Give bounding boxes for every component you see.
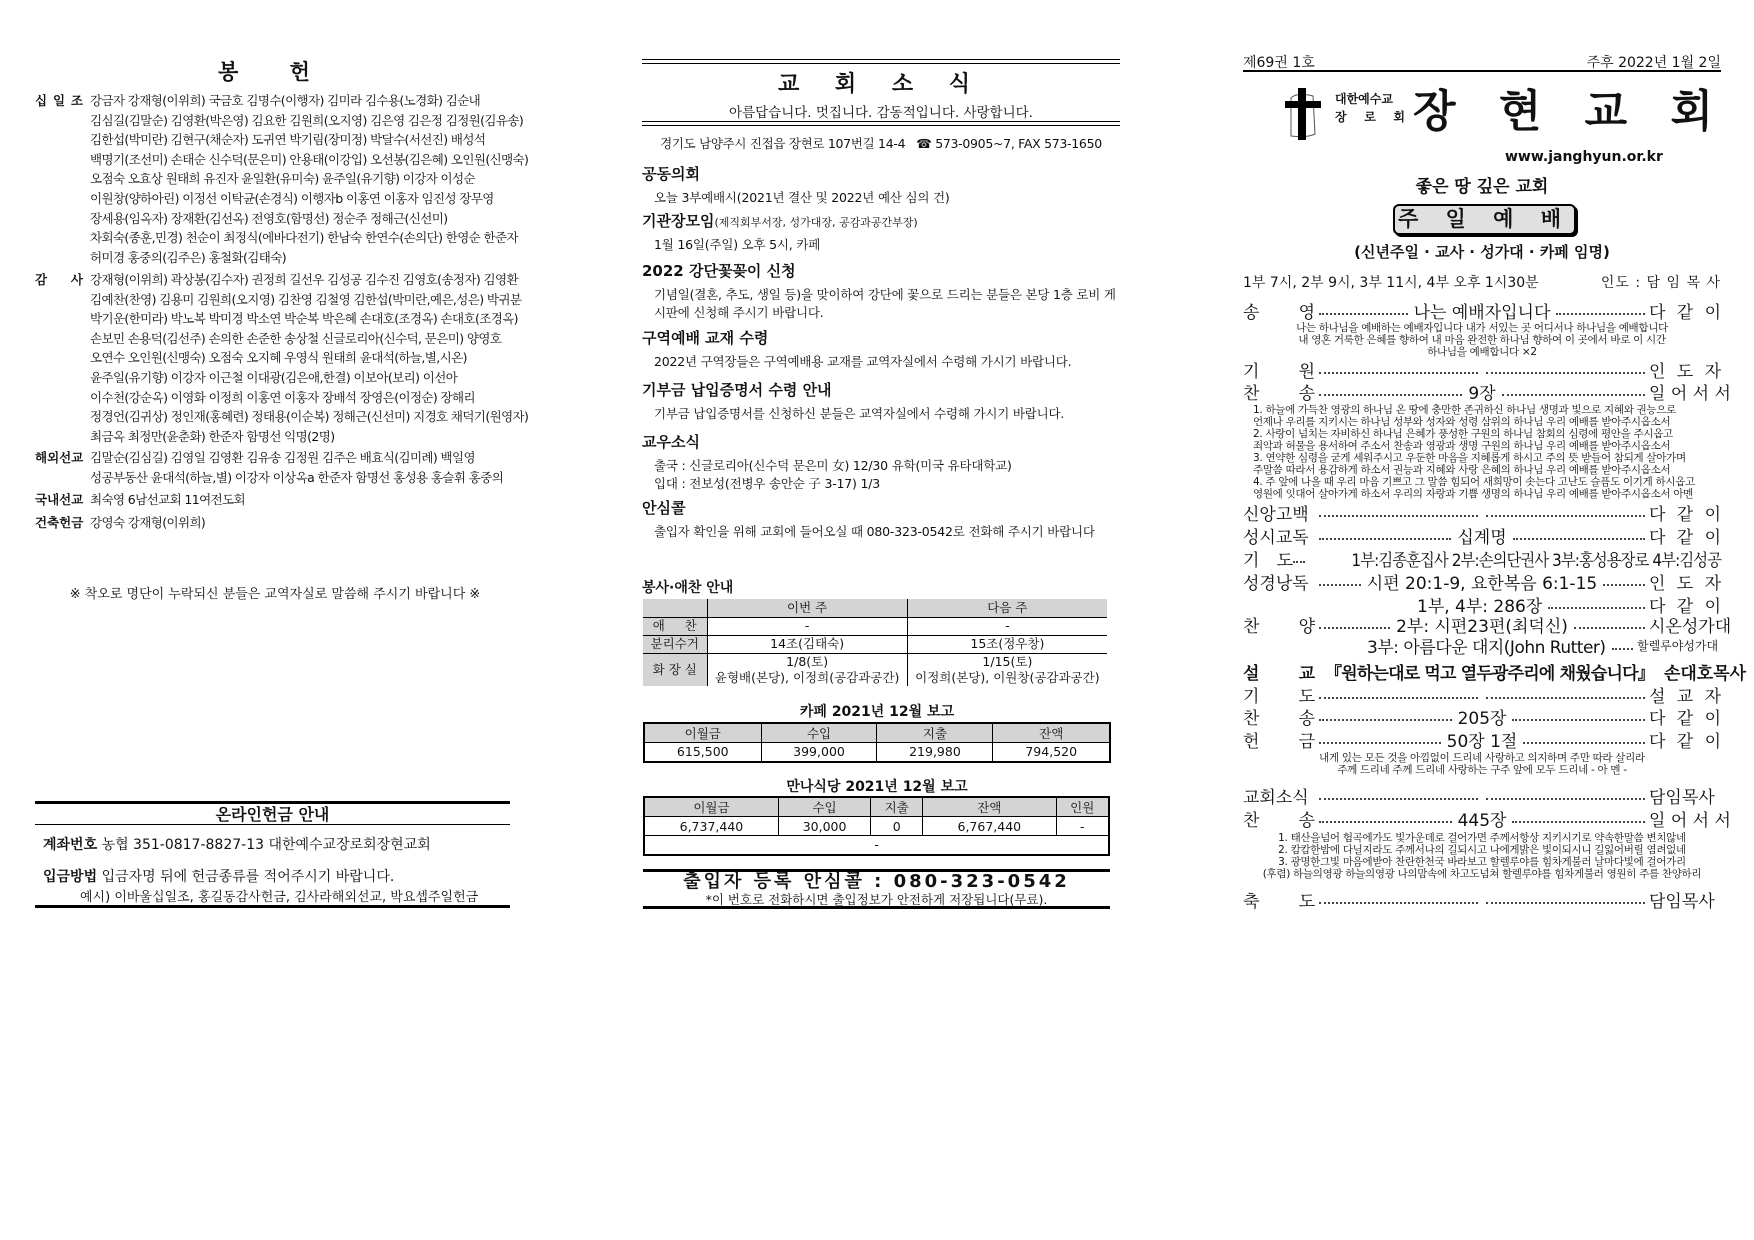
- news-item: [642, 431, 1120, 493]
- service-title: 봉사·애찬 안내: [642, 580, 734, 596]
- news-item: [642, 497, 1120, 541]
- news-heading: [642, 260, 1120, 281]
- dotted-leader: [1502, 394, 1645, 396]
- church-logo: [1283, 86, 1727, 142]
- offering-name-line: 박기운(한미라) 박노복 박미경 박소연 박순복 박은혜 손대호(조경옥) 손대호(조경옥): [90, 311, 518, 327]
- order-item-hymn3: [1243, 807, 1731, 831]
- denomination-line: 대한예수교: [1335, 92, 1393, 106]
- method-label: 입금방법: [43, 869, 98, 885]
- dotted-leader: [1319, 742, 1441, 744]
- lyrics: [1243, 404, 1721, 500]
- order-label: 교회소식: [1243, 787, 1309, 808]
- offering-name-line: 이원창(양하아린) 이정선 이탁균(손경식) 이행자b 이홍연 이홍자 임진성 장무영: [90, 190, 494, 206]
- worship-subtitle: (신년주일 · 교사 · 성가대 · 카페 임명): [1354, 243, 1610, 261]
- news-heading-note: (제직회부서장, 성가대장, 공감과공간부장): [714, 216, 918, 229]
- lyrics-line: 나는 하나님을 예배하는 예배자입니다 내가 서있는 곳 어디서나 하나님을 예배합니다: [1296, 322, 1668, 334]
- dotted-leader: [1319, 697, 1478, 699]
- order-label: 성경낭독: [1243, 573, 1309, 594]
- lyrics-line: 1. 태산을넘어 험곡에가도 빛가운데로 걸어가면 주께서항상 지키시기로 약속한말씀 변치않네: [1278, 832, 1686, 844]
- header-cell: 수입: [778, 797, 870, 817]
- news-heading: [642, 431, 1120, 452]
- header-cell: 수입: [761, 723, 877, 743]
- news-heading-text: 교우소식: [642, 433, 700, 451]
- dotted-leader: [1319, 538, 1451, 540]
- order-performer: 할렐루야성가대: [1637, 638, 1719, 653]
- header-cell: 이번 주: [707, 599, 907, 617]
- order-performer: 다 같 이: [1649, 504, 1721, 525]
- dotted-leader: [1486, 372, 1645, 374]
- order-label: 기 도: [1243, 686, 1315, 707]
- offering-title: 봉 헌: [218, 60, 332, 84]
- offering-name-line: 차회숙(종훈,민경) 천순이 최정식(에바다전기) 한남숙 한연수(손의단) 한영순 한준자: [90, 230, 518, 246]
- offering-names: [90, 513, 520, 533]
- order-item-hymn1: [1243, 380, 1731, 404]
- divider: [642, 121, 1120, 126]
- news-body: 1월 16일(주일) 오후 5시, 카페: [654, 237, 821, 252]
- news-item: [642, 327, 1120, 371]
- offering-name-line: 강재형(이위희) 곽상봉(김수자) 권정희 길선우 김성공 김수진 김영호(송정자) 김영환: [90, 272, 518, 287]
- dotted-leader: [1512, 719, 1645, 721]
- order-item-offering: [1243, 728, 1721, 750]
- denomination: [1335, 90, 1405, 126]
- header-cell: 이월금: [644, 797, 778, 817]
- header-cell: 이월금: [644, 723, 761, 743]
- order-content: 1부, 4부: 286장: [1417, 596, 1543, 617]
- header-cell: 잔액: [993, 723, 1110, 743]
- header-cell: 지출: [877, 723, 993, 743]
- dotted-leader: [1486, 515, 1645, 517]
- lyrics-line: 3. 광명한그빛 마음에받아 찬란한천국 바라보고 할렐루야를 힘차게불러 날마다빛에 걸어가리: [1278, 856, 1686, 868]
- lyrics: [1243, 752, 1721, 776]
- cafe-title: 카페 2021년 12월 보고: [799, 704, 955, 720]
- dotted-leader: [1603, 584, 1645, 586]
- lyrics-line: 1. 하늘에 가득찬 영광의 하나님 온 땅에 충만한 존귀하신 하나님 생명과 빛으로 지혜와 권능으로: [1253, 404, 1676, 416]
- bulletin-header: [1243, 52, 1721, 72]
- order-item-announce: [1243, 784, 1721, 806]
- news-body: 기념일(결혼, 추도, 생일 등)을 맞이하여 강단에 꽃으로 드리는 분들은 본당 1층 로비 게시판에 신청해 주시기 바랍니다.: [654, 287, 1116, 320]
- lyrics-line: 4. 주 앞에 나올 때 우리 마음 기쁘고 그 말씀 힘되어 새희망이 솟는다 고난도 슬픔도 이기게 하시옵고: [1253, 476, 1695, 488]
- news-heading-text: 기관장모임: [642, 212, 715, 230]
- offering-name-line: 정경언(김귀상) 정인재(홍혜련) 정태용(이순복) 정해근(신선미) 지경호 채덕기(원영자): [90, 409, 529, 425]
- lyrics-line: 내 영혼 거룩한 은혜를 향하여 내 마음 완전한 하나님 향하여 이 곳에서 바로 이 시간: [1298, 334, 1666, 346]
- online-offering-title: 온라인헌금 안내: [35, 804, 510, 825]
- dotted-leader: [1574, 627, 1645, 629]
- anshim-call-banner: [643, 869, 1110, 909]
- order-content: 50장 1절: [1446, 731, 1518, 752]
- news-item: [642, 260, 1120, 322]
- row-label: 화 장 실: [643, 653, 707, 686]
- order-label: 송 영: [1243, 302, 1315, 323]
- account-row: [43, 834, 431, 854]
- service-table: [643, 599, 1107, 686]
- cell: 6,767,440: [923, 817, 1056, 836]
- offering-name-line: 최금옥 최정만(윤춘화) 한준자 함명선 익명(2명): [90, 428, 335, 444]
- order-label: 찬 양: [1243, 616, 1315, 637]
- offering-name-line: 성공부동산 윤대석(하늘,별) 이강자 이상옥a 한준자 함명선 홍성용 홍슬휘 홍중의: [90, 469, 504, 485]
- offering-category-label: 국내선교: [35, 492, 84, 507]
- anshim-call-title: 출입자 등록 안심콜 : 080-323-0542: [683, 871, 1070, 892]
- offering-name-line: 최숙영 6남선교회 11여전도회: [90, 492, 246, 507]
- order-label: 찬 송: [1243, 810, 1315, 831]
- header-cell: 지출: [871, 797, 923, 817]
- header-cell: 인원: [1056, 797, 1109, 817]
- cell: [707, 653, 907, 686]
- lyrics-line: 주말씀 따라서 용감하게 하소서 권능과 지혜와 사랑 은혜의 하나님 우리 예배를 받아주시옵소서: [1253, 464, 1671, 476]
- order-content: 나는 예배자입니다: [1413, 302, 1551, 323]
- dotted-leader: [1513, 538, 1645, 540]
- order-label: 신앙고백: [1243, 504, 1309, 525]
- lyrics-line: 하나님을 예배합니다 ×2: [1427, 346, 1537, 358]
- news-heading-text: 안심콜: [642, 499, 686, 517]
- church-address: [627, 134, 1135, 152]
- offering-name-line: 김심길(김말순) 김영환(박은영) 김요한 김원희(오지영) 김은영 김은정 김정원(김유송): [90, 112, 524, 128]
- order-content: 2부: 시편23편(최덕신): [1396, 616, 1568, 637]
- dotted-leader: [1319, 719, 1452, 721]
- table-row: [644, 817, 1109, 836]
- news-body: 오늘 3부예배시(2021년 결산 및 2022년 예산 심의 건): [654, 190, 950, 205]
- table-row: [643, 617, 1107, 635]
- dotted-leader: [1548, 607, 1645, 609]
- online-offering-box: [35, 801, 510, 908]
- cell-date: 1/8(토): [786, 653, 829, 669]
- order-content: 1부:김종훈집사 2부:손의단권사 3부:홍성용장로 4부:김성공: [1351, 550, 1721, 571]
- cafe-table: [643, 722, 1111, 763]
- dotted-leader: [1319, 798, 1478, 800]
- order-item-hymn2: [1243, 705, 1721, 727]
- news-heading-text: 공동의회: [642, 165, 700, 183]
- order-label: 기 도: [1243, 550, 1293, 571]
- dotted-leader: [1319, 821, 1452, 823]
- offering-name-line: 김한섭(박미란) 김현구(채순자) 도귀연 박기림(장미정) 박달수(서선진) 배성석: [90, 132, 486, 148]
- table-row: [643, 653, 1107, 686]
- order-performer: 다 같 이: [1649, 708, 1721, 729]
- offering-name-line: 손보민 손용덕(김선주) 손의한 손준한 송상철 신글로리아(신수덕, 문은미) 양영호: [90, 330, 502, 346]
- cell: -: [707, 617, 907, 635]
- offering-names: [90, 270, 529, 446]
- leader-text: 인도 : 담 임 목 사: [1600, 275, 1721, 291]
- order-label: 축 도: [1243, 891, 1315, 912]
- lyrics-line: 주께 드리네 주께 드리네 사랑하는 구주 앞에 모두 드리네 - 아 멘 -: [1337, 764, 1627, 776]
- order-content: 『원하는대로 먹고 열두광주리에 채웠습니다』: [1325, 663, 1654, 684]
- order-performer: 시온성가대: [1649, 616, 1732, 637]
- order-performer: 인 도 자: [1649, 361, 1721, 382]
- anshim-call-sub: *이 번호로 전화하시면 출입정보가 안전하게 저장됩니다(무료).: [705, 892, 1048, 907]
- news-motto: 아름답습니다. 멋집니다. 감동적입니다. 사랑합니다.: [729, 105, 1033, 121]
- order-item-invocation: [1243, 358, 1721, 380]
- offering-category-label: 건축헌금: [35, 515, 84, 530]
- order-label: 기 원: [1243, 361, 1315, 382]
- order-content: 205장: [1457, 708, 1507, 729]
- offering-name-line: 오연수 오인원(신맹숙) 오점숙 오지혜 우영식 원태희 윤대석(하늘,별,시온): [90, 350, 467, 366]
- news-heading: [642, 327, 1120, 348]
- lyrics-line: 2. 캄캄한밤에 다닐지라도 주께서나의 길되시고 나에게밝은 빛이되시니 길잃어버릴 염려없네: [1278, 844, 1686, 856]
- offering-category-label: 감 사: [35, 272, 83, 287]
- dotted-leader: [1319, 584, 1361, 586]
- order-label: 설 교: [1243, 663, 1315, 684]
- dotted-leader: [1612, 648, 1633, 650]
- lyrics-line: 언제나 우리를 지키시는 하나님 성부와 성자와 성령 삼위의 하나님 우리 예배를 받아주시옵소서: [1253, 416, 1671, 428]
- omission-note: ※ 착오로 명단이 누락되신 분들은 교역자실로 말씀해 주시기 바랍니다 ※: [69, 587, 481, 602]
- news-item: [642, 163, 1120, 207]
- news-body: 2022년 구역장들은 구역예배용 교재를 교역자실에서 수령해 가시기 바랍니다.: [654, 354, 1072, 369]
- dotted-leader: [1319, 902, 1478, 904]
- row-label: 분리수거: [643, 635, 707, 653]
- order-content: 445장: [1457, 810, 1507, 831]
- dotted-leader: [1486, 902, 1645, 904]
- news-heading: [642, 163, 1120, 184]
- lyrics-line: 3. 연약한 심령을 굳게 세워주시고 우둔한 마음을 지혜롭게 하시고 주의 뜻 받들어 참되게 살아가며: [1253, 452, 1686, 464]
- offering-name-line: 김말순(김심길) 김영일 김영환 김유송 김정원 김주은 배효식(김미례) 백일영: [90, 450, 475, 465]
- cell: 30,000: [778, 817, 870, 836]
- offering-name-line: 강금자 강재형(이위희) 국금호 김명수(이행자) 김미라 김수용(노경화) 김순내: [90, 93, 481, 108]
- lyrics-line: 내게 있는 모든 것을 아낌없이 드리네 사랑하고 의지하며 주만 따라 살리라: [1319, 752, 1645, 764]
- offering-name-line: 허미경 홍중의(김주은) 홍철화(김태숙): [90, 249, 286, 265]
- dotted-leader: [1512, 821, 1645, 823]
- order-performer: 다 같 이: [1649, 596, 1721, 617]
- dotted-leader: [1486, 697, 1645, 699]
- cell: 6,737,440: [644, 817, 778, 836]
- order-label: 찬 송: [1243, 383, 1315, 404]
- order-item-prayer2: [1243, 683, 1721, 705]
- offering-names: [90, 448, 520, 487]
- denomination-line: 장 로 회: [1335, 110, 1405, 124]
- cell: 615,500: [644, 743, 761, 762]
- dotted-leader: [1523, 742, 1645, 744]
- offering-name-line: 백명기(조선미) 손태순 신수덕(문은미) 안용태(이강입) 오선봉(김은혜) 오인원(신맹숙): [90, 151, 529, 167]
- order-performer: 일 어 서 서: [1649, 810, 1731, 831]
- order-performer: 손대호목사: [1663, 663, 1747, 684]
- cell: -: [1056, 817, 1109, 836]
- order-performer: 다 같 이: [1649, 302, 1721, 323]
- cell-names: 이정희(본당), 이원창(공감과공간): [915, 669, 1100, 685]
- service-times: [1243, 272, 1721, 292]
- header-cell: 잔액: [923, 797, 1056, 817]
- offering-category-label: 해외선교: [35, 450, 84, 465]
- offering-name-line: 이수천(강순옥) 이영화 이정희 이홍연 이홍자 장배석 장영은(이정순) 장해리: [90, 389, 475, 405]
- cell: 399,000: [761, 743, 877, 762]
- header-cell: [643, 599, 707, 617]
- news-item: [642, 379, 1120, 423]
- cell: 15조(정우창): [907, 635, 1107, 653]
- cell: 794,520: [993, 743, 1110, 762]
- order-content: 3부: 아름다운 대지(John Rutter): [1367, 637, 1606, 658]
- order-item-creed: [1243, 501, 1721, 523]
- divider: [642, 59, 1120, 64]
- dotted-leader: [1319, 372, 1478, 374]
- church-url[interactable]: www.janghyun.or.kr: [1505, 149, 1663, 165]
- order-performer: 설 교 자: [1649, 686, 1721, 707]
- order-item-responsive: [1243, 524, 1721, 546]
- cell: 14조(김태숙): [707, 635, 907, 653]
- offering-name-line: 김예찬(찬영) 김용미 김원희(오지영) 김찬영 김철영 김한섭(박미란,예은,성은) 박귀분: [90, 291, 522, 307]
- bulletin-date: 주후 2022년 1월 2일: [1586, 55, 1721, 71]
- order-performer: 담임목사: [1649, 787, 1715, 808]
- offering-names: [90, 490, 520, 510]
- issue-number: 제69권 1호: [1243, 55, 1315, 71]
- order-content: 시편 20:1-9, 요한복음 6:1-15: [1366, 573, 1598, 594]
- order-performer: 담임목사: [1649, 891, 1715, 912]
- lyrics: [1243, 322, 1721, 358]
- order-content: 9장: [1468, 383, 1496, 404]
- order-item-sermon: [1243, 660, 1747, 684]
- worship-title: 주 일 예 배: [1393, 204, 1576, 235]
- news-heading: [642, 497, 1120, 518]
- cross-scroll-icon: [1283, 86, 1323, 142]
- order-item-benediction: [1243, 888, 1721, 910]
- offering-name-line: 장세용(임옥자) 장재환(김선옥) 전영호(함명선) 정순주 정해근(신선미): [90, 210, 448, 226]
- table-row: [643, 635, 1107, 653]
- offering-name-line: 강영숙 강재형(이위희): [90, 515, 206, 530]
- cell: 0: [871, 817, 923, 836]
- order-item-scripture: [1243, 570, 1721, 592]
- order-performer: 다 같 이: [1649, 527, 1721, 548]
- method-example: 예시) 이바울십일조, 홍길동감사헌금, 김사라해외선교, 박요셉주일헌금: [80, 890, 479, 905]
- offering-name-line: 윤주일(유기향) 이강자 이근철 이대광(김은애,한결) 이보아(보리) 이선아: [90, 369, 458, 385]
- news-heading-text: 구역예배 교재 수령: [642, 329, 769, 347]
- dotted-leader: [1556, 313, 1645, 315]
- offering-name-line: 오점숙 오효상 원태희 유진자 윤일환(유미숙) 윤주일(유기향) 이강자 이성순: [90, 171, 475, 187]
- news-heading-text: 기부금 납입증명서 수령 안내: [642, 381, 832, 399]
- order-performer: 인 도 자: [1649, 573, 1721, 594]
- news-body: 기부금 납입증명서를 신청하신 분들은 교역자실에서 수령해 가시기 바랍니다.: [654, 406, 1065, 421]
- lyrics-line: 죄악과 허물을 용서하여 주소서 찬송과 영광과 생명 구원의 하나님 우리 예배를 받아주시옵소서: [1253, 440, 1671, 452]
- lyrics-line: (후렴) 하늘의영광 하늘의영광 나의맘속에 차고도넘쳐 할렐루야를 힘차게불러 영원히 주를 찬양하리: [1262, 868, 1702, 880]
- dotted-leader: [1319, 394, 1462, 396]
- dotted-leader: [1486, 798, 1645, 800]
- offering-names: [90, 91, 529, 267]
- header-cell: 다음 주: [907, 599, 1107, 617]
- order-label: 성시교독: [1243, 527, 1309, 548]
- news-body-line: 출국 : 신글로리아(신수덕 문은미 女) 12/30 유학(미국 유타대학교): [654, 458, 1012, 473]
- order-item-prayer: [1243, 547, 1721, 569]
- note-cell: -: [644, 836, 1109, 855]
- news-heading-text: 2022 강단꽃꽂이 신청: [642, 262, 796, 280]
- phone: ☎ 573-0905~7, FAX 573-1650: [916, 136, 1102, 151]
- times-text: 1부 7시, 2부 9시, 3부 11시, 4부 오후 1시30분: [1243, 275, 1539, 291]
- cell-date: 1/15(토): [982, 653, 1033, 669]
- lyrics-line: 영원에 잇대어 살아가게 하소서 우리의 자랑과 기쁨 생명의 하나님 우리 예배를 받아주시옵소서 아멘: [1253, 488, 1694, 500]
- manna-table: [643, 796, 1110, 856]
- row-label: 애 찬: [643, 617, 707, 635]
- cell: [907, 653, 1107, 686]
- dotted-leader: [1293, 561, 1305, 563]
- church-name: 장 현 교 회: [1413, 86, 1727, 137]
- news-heading: [642, 210, 1120, 231]
- cell-names: 윤형배(본당), 이정희(공감과공간): [714, 669, 900, 685]
- order-label: 헌 금: [1243, 731, 1315, 752]
- table-row: [644, 836, 1109, 855]
- address: 경기도 남양주시 진접읍 장현로 107번길 14-4: [660, 136, 906, 151]
- order-item-anthem: [1243, 634, 1721, 656]
- cell: -: [907, 617, 1107, 635]
- table-row: [644, 743, 1110, 762]
- order-label: 찬 송: [1243, 708, 1315, 729]
- order-performer: 다 같 이: [1649, 731, 1722, 752]
- news-item: [642, 210, 1120, 254]
- manna-title: 만나식당 2021년 12월 보고: [786, 779, 968, 795]
- cell: 219,980: [877, 743, 993, 762]
- news-body-line: 입대 : 전보성(전병우 송안순 子 3-17) 1/3: [654, 476, 881, 491]
- lyrics: [1243, 832, 1721, 880]
- method-row: [43, 866, 394, 886]
- account-label: 계좌번호: [43, 837, 98, 853]
- method-text: 입금자명 뒤에 헌금종류를 적어주시기 바랍니다.: [101, 869, 395, 885]
- dotted-leader: [1319, 515, 1478, 517]
- order-content: 십계명: [1457, 527, 1507, 548]
- news-body: 출입자 확인을 위해 교회에 들어오실 때 080-323-0542로 전화해 주시기 바랍니다: [654, 524, 1095, 539]
- order-item-doxology: [1243, 299, 1721, 321]
- news-heading: [642, 379, 1120, 400]
- news-title: 교 회 소 식: [778, 72, 984, 97]
- order-performer: 일 어 서 서: [1649, 383, 1731, 404]
- dotted-leader: [1319, 627, 1390, 629]
- offering-category-label: 십 일 조: [35, 93, 83, 108]
- account-number: 농협 351-0817-8827-13 대한예수교장로회장현교회: [101, 837, 431, 853]
- dotted-leader: [1319, 313, 1408, 315]
- lyrics-line: 2. 사랑이 넘치는 자비하신 하나님 은혜가 풍성한 구원의 하나님 참회의 심령에 평안을 주시옵고: [1253, 428, 1673, 440]
- church-slogan: 좋은 땅 깊은 교회: [1415, 177, 1549, 197]
